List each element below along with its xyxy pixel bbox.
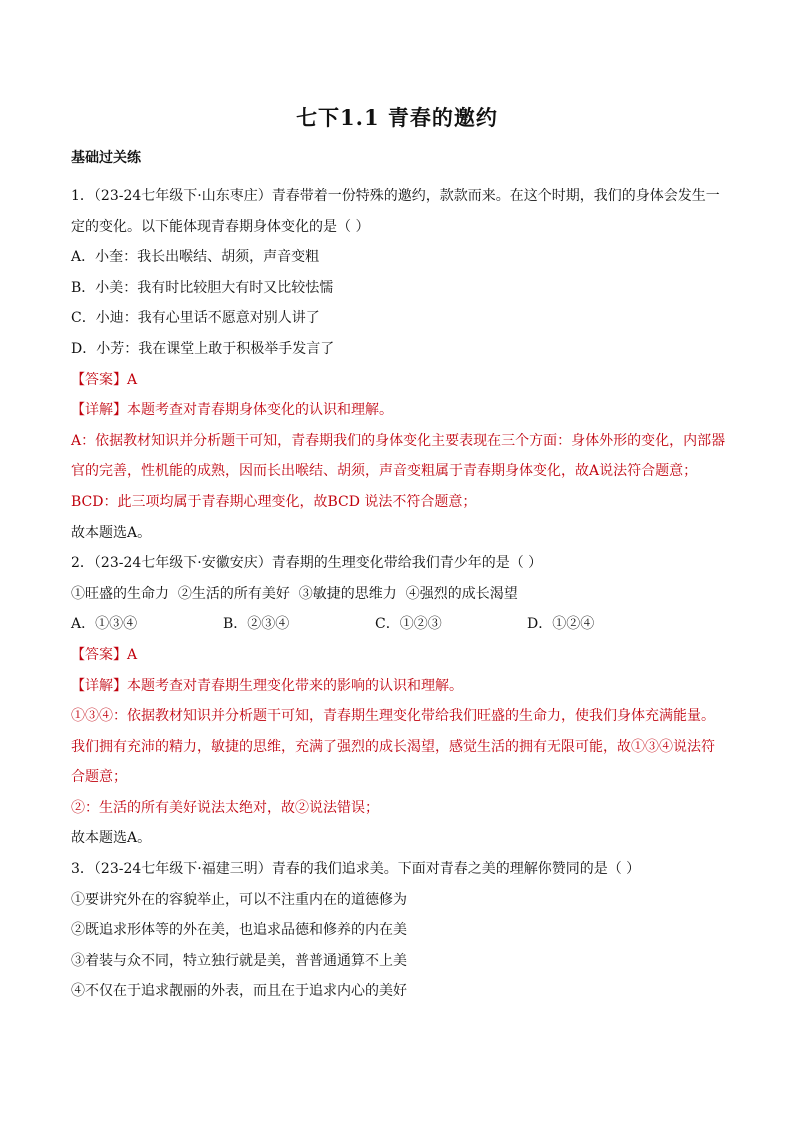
q3-item-2: ②既追求形体等的外在美，也追求品德和修养的内在美 — [71, 922, 407, 939]
q1-answer: 【答案】A — [71, 371, 138, 388]
q2-analysis-line4: ②：生活的所有美好说法太绝对，故②说法错误； — [71, 799, 379, 816]
q2-analysis-line2: 我们拥有充沛的精力，敏捷的思维，充满了强烈的成长渴望，感觉生活的拥有无限可能，故①③④说法符 — [71, 738, 715, 755]
q2-analysis-line3: 合题意； — [71, 769, 127, 786]
q1-stem-line1: 1．（23-24七年级下·山东枣庄）青春带着一份特殊的邀约，款款而来。在这个时期，我们的身体会发生一 — [71, 188, 720, 204]
q2-detail: 【详解】本题考查对青春期生理变化带来的影响的认识和理解。 — [71, 677, 463, 694]
q2-option-d: D．①②④ — [527, 616, 595, 633]
q2-items: ①旺盛的生命力 ②生活的所有美好 ③敏捷的思维力 ④强烈的成长渴望 — [71, 585, 518, 602]
q1-option-a: A．小奎：我长出喉结、胡须，声音变粗 — [71, 249, 320, 266]
q1-option-d: D．小芳：我在课堂上敢于积极举手发言了 — [71, 340, 335, 357]
q1-option-b: B．小美：我有时比较胆大有时又比较怯懦 — [71, 279, 334, 296]
q3-item-3: ③着装与众不同，特立独行就是美，普普通通算不上美 — [71, 952, 407, 969]
q1-option-c: C．小迪：我有心里话不愿意对别人讲了 — [71, 310, 320, 327]
question-list — [71, 181, 731, 1007]
q2-option-a: A．①③④ — [71, 616, 138, 633]
q3-stem: 3．（23-24七年级下·福建三明）青春的我们追求美。下面对青春之美的理解你赞同的是（ ） — [71, 861, 641, 878]
q3-item-4: ④不仅在于追求靓丽的外表，而且在于追求内心的美好 — [71, 983, 407, 1000]
q2-stem: 2．（23-24七年级下·安徽安庆）青春期的生理变化带给我们青少年的是（ ） — [71, 555, 543, 572]
q2-conclusion: 故本题选A。 — [71, 830, 152, 847]
q2-option-c: C．①②③ — [375, 616, 442, 633]
q1-analysis-line1: A：依据教材知识并分析题干可知，青春期我们的身体变化主要表现在三个方面：身体外形的变化，内部器 — [71, 432, 726, 449]
q2-options — [71, 609, 731, 640]
page-title: 七下1.1 青春的邀约 — [296, 105, 498, 130]
q2-answer: 【答案】A — [71, 646, 138, 663]
q1-analysis-line2: 官的完善，性机能的成熟，因而长出喉结、胡须，声音变粗属于青春期身体变化，故A说法符合题意； — [71, 463, 698, 480]
q1-stem-line2: 定的变化。以下能体现青春期身体变化的是（ ） — [71, 218, 370, 235]
section-heading: 基础过关练 — [71, 150, 141, 166]
q2-option-b: B．②③④ — [223, 616, 290, 633]
q2-analysis-line1: ①③④：依据教材知识并分析题干可知，青春期生理变化带给我们旺盛的生命力，使我们身体充满能量。 — [71, 708, 715, 725]
q3-item-1: ①要讲究外在的容貌举止，可以不注重内在的道德修为 — [71, 891, 407, 908]
q1-conclusion: 故本题选A。 — [71, 524, 152, 541]
q1-detail: 【详解】本题考查对青春期身体变化的认识和理解。 — [71, 402, 393, 419]
q1-analysis-line3: BCD：此三项均属于青春期心理变化，故BCD 说法不符合题意； — [71, 493, 477, 510]
